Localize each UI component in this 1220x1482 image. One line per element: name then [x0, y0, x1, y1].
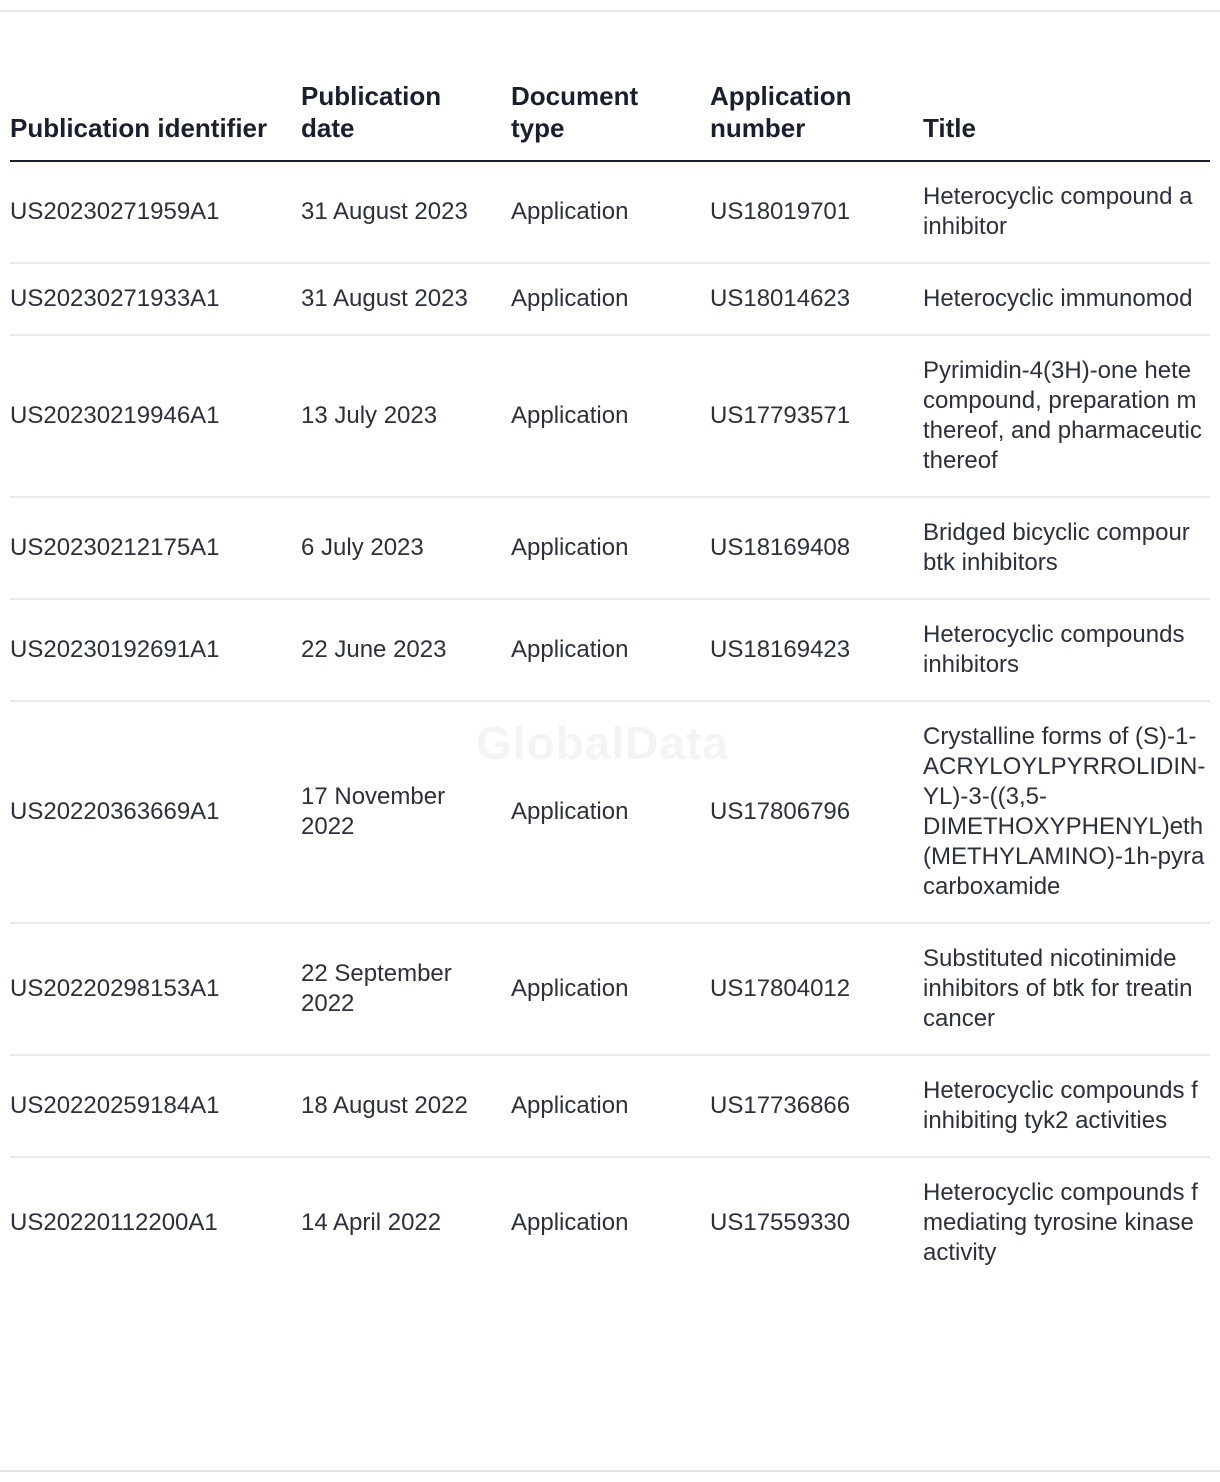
cell-title — [923, 701, 1210, 923]
cell-application-number: US17804012 — [710, 923, 923, 1055]
cell-application-number: US17736866 — [710, 1055, 923, 1157]
cell-publication-date: 31 August 2023 — [301, 263, 511, 335]
title-text: Heterocyclic compound a inhibitor — [923, 183, 1193, 240]
cell-title — [923, 599, 1210, 701]
cell-publication-identifier: US20230219946A1 — [10, 335, 301, 497]
cell-application-number: US18014623 — [710, 263, 923, 335]
cell-publication-date: 22 September 2022 — [301, 923, 511, 1055]
cell-title — [923, 1157, 1210, 1288]
table-body — [10, 161, 1210, 1288]
cell-document-type: Application — [511, 335, 710, 497]
title-text: Heterocyclic compounds inhibitors — [923, 621, 1185, 678]
patents-table-scroll-area[interactable] — [10, 60, 1210, 1450]
cell-publication-date: 6 July 2023 — [301, 497, 511, 599]
title-text: Heterocyclic compounds f inhibiting tyk2 activities — [923, 1077, 1198, 1134]
title-text: Crystalline forms of (S)-1- ACRYLOYLPYRROLIDIN- YL)-3-((3,5- DIMETHOXYPHENYL)eth (METHYLAMINO)-1h-pyra carboxamide — [923, 723, 1206, 900]
cell-title — [923, 497, 1210, 599]
cell-document-type: Application — [511, 263, 710, 335]
table-row — [10, 923, 1210, 1055]
table-row — [10, 701, 1210, 923]
cell-publication-date: 13 July 2023 — [301, 335, 511, 497]
header-title: Title — [923, 60, 1210, 161]
watermark: GlobalData — [476, 717, 729, 769]
cell-document-type: Application — [511, 161, 710, 263]
title-text: Substituted nicotinimide inhibitors of btk for treatin cancer — [923, 945, 1193, 1032]
bottom-divider — [0, 1470, 1220, 1472]
cell-title — [923, 1055, 1210, 1157]
table-row — [10, 161, 1210, 263]
title-text: Bridged bicyclic compour btk inhibitors — [923, 519, 1190, 576]
cell-document-type: Application — [511, 1209, 629, 1236]
cell-application-number: US18169423 — [710, 599, 923, 701]
table-row — [10, 1055, 1210, 1157]
cell-publication-identifier: US20230192691A1 — [10, 599, 301, 701]
cell-title — [923, 161, 1210, 263]
cell-title — [923, 263, 1210, 335]
patents-table — [10, 60, 1210, 1288]
title-text: Heterocyclic immunomod — [923, 285, 1193, 312]
cell-publication-identifier: US20220363669A1 — [10, 701, 301, 923]
cell-document-type: Application — [511, 923, 710, 1055]
cell-publication-date: 14 April 2022 — [301, 1209, 442, 1236]
cell-publication-date: 17 November 2022 — [301, 701, 511, 923]
table-row — [10, 599, 1210, 701]
cell-application-number: US17806796 — [710, 701, 923, 923]
cell-publication-date: 22 June 2023 — [301, 599, 511, 701]
table-row — [10, 335, 1210, 497]
cell-publication-identifier: US20230271933A1 — [10, 263, 301, 335]
table-row — [10, 263, 1210, 335]
cell-application-number: US18019701 — [710, 161, 923, 263]
cell-application-number: US17559330 — [710, 1209, 851, 1236]
cell-document-type: Application — [511, 701, 710, 923]
header-application-number: Application number — [710, 60, 923, 161]
cell-publication-date: 31 August 2023 — [301, 161, 511, 263]
cell-publication-identifier: US20230271959A1 — [10, 161, 301, 263]
cell-publication-date: 18 August 2022 — [301, 1055, 511, 1157]
table-header-row — [10, 60, 1210, 161]
top-divider — [0, 10, 1220, 12]
cell-publication-identifier: US20230212175A1 — [10, 497, 301, 599]
cell-document-type: Application — [511, 599, 710, 701]
cell-title — [923, 923, 1210, 1055]
cell-application-number: US17793571 — [710, 335, 923, 497]
cell-application-number: US18169408 — [710, 497, 923, 599]
cell-document-type: Application — [511, 1055, 710, 1157]
table-row — [10, 1157, 1210, 1288]
cell-document-type: Application — [511, 497, 710, 599]
header-document-type: Document type — [511, 60, 710, 161]
cell-publication-identifier: US20220298153A1 — [10, 923, 301, 1055]
cell-publication-identifier: US20220259184A1 — [10, 1055, 301, 1157]
table-row — [10, 497, 1210, 599]
header-publication-date: Publication date — [301, 60, 511, 161]
cell-publication-identifier: US20220112200A1 — [10, 1209, 218, 1236]
header-publication-identifier: Publication identifier — [10, 60, 301, 161]
title-text: Pyrimidin-4(3H)-one hete compound, preparation m thereof, and pharmaceutic thereof — [923, 357, 1202, 474]
title-text: Heterocyclic compounds f mediating tyrosine kinase activity — [923, 1179, 1198, 1266]
cell-title — [923, 335, 1210, 497]
